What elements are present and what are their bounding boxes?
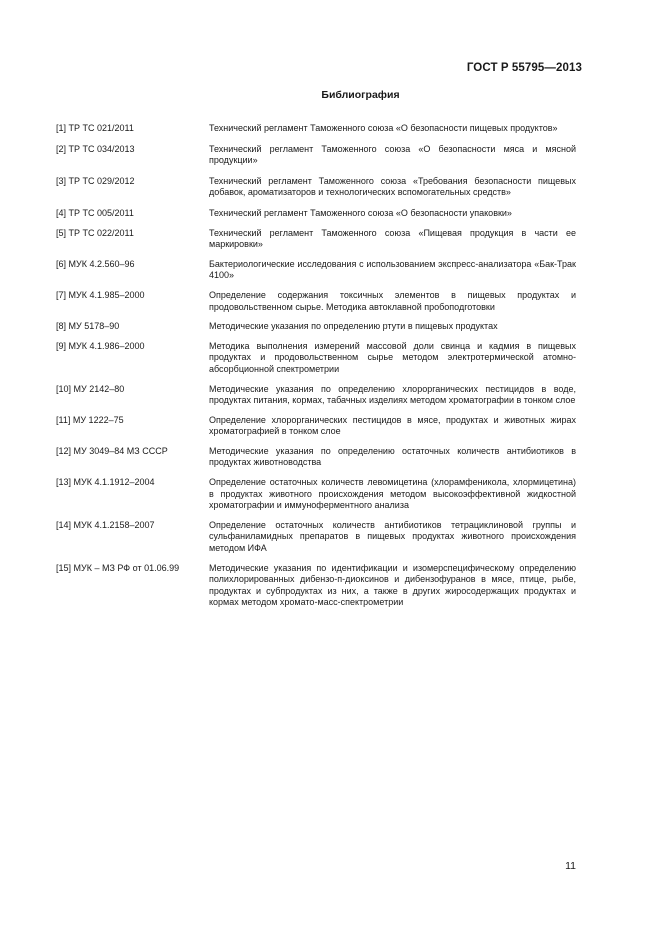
entry-reference: [3] ТР ТС 029/2012 [56, 175, 135, 186]
entry-reference: [4] ТР ТС 005/2011 [56, 207, 134, 218]
section-title: Библиография [321, 89, 400, 101]
entry-description: Технический регламент Таможенного союза «О безопасности упаковки» [209, 207, 512, 218]
entry-description: Методические указания по определению остаточных количеств антибиотиков в продуктах животноводства [209, 445, 576, 468]
entry-reference: [7] МУК 4.1.985–2000 [56, 289, 145, 300]
entry-reference: [11] МУ 1222–75 [56, 414, 124, 425]
entry-reference: [5] ТР ТС 022/2011 [56, 227, 134, 238]
entry-reference: [1] ТР ТС 021/2011 [56, 123, 134, 133]
bibliography-entry [56, 321, 576, 333]
bibliography-entry [56, 477, 576, 512]
entry-description: Определение остаточных количеств левомицетина (хлорамфеникола, хлормицетина) в продуктах животного происхождения методом высокоэффективной жидкостной хроматографии и иммуноферментного анализа [209, 477, 576, 511]
entry-description: Технический регламент Таможенного союза «Пищевая продукция в части ее маркировки» [209, 227, 576, 250]
entry-reference: [2] ТР ТС 034/2013 [56, 143, 135, 154]
bibliography-entry [56, 520, 576, 555]
bibliography-entry [56, 415, 576, 438]
entry-description: Бактериологические исследования с использованием экспресс-анализатора «Бак-Трак 4100» [209, 258, 576, 281]
entry-description: Технический регламент Таможенного союза «О безопасности пищевых продуктов» [209, 123, 558, 133]
entry-reference: [10] МУ 2142–80 [56, 383, 125, 394]
page-number: 11 [565, 860, 576, 872]
bibliography-entry [56, 341, 576, 376]
entry-reference: [14] МУК 4.1.2158–2007 [56, 519, 155, 530]
entry-description: Определение остаточных количеств антибиотиков тетрациклиновой группы и сульфаниламидных препаратов в пищевых продуктах животного происхождения методом ИФА [209, 519, 576, 554]
bibliography-entry [56, 228, 576, 251]
entry-description: Определение хлорорганических пестицидов в мясе, продуктах и животных жирах хроматографией в тонком слое [209, 414, 576, 437]
bibliography-entry [56, 144, 576, 167]
bibliography-entry [56, 384, 576, 407]
entry-reference: [6] МУК 4.2.560–96 [56, 258, 135, 269]
bibliography-entry [56, 123, 576, 135]
bibliography-entry [56, 563, 576, 609]
entry-description: Методика выполнения измерений массовой доли свинца и кадмия в пищевых продуктах и продовольственном сырье методом электротермической атомно-абсорбционной спектрометрии [209, 340, 576, 374]
document-code: ГОСТ Р 55795—2013 [466, 62, 582, 74]
entry-reference: [8] МУ 5178–90 [56, 321, 120, 332]
bibliography-entry [56, 446, 576, 469]
entry-description: Технический регламент Таможенного союза «О безопасности мяса и мясной продукции» [209, 143, 576, 166]
entry-description: Технический регламент Таможенного союза «Требования безопасности пищевых добавок, ароматизаторов и технологических вспомогательных средств» [209, 175, 576, 198]
bibliography-entry [56, 208, 576, 220]
entry-reference: [15] МУК – МЗ РФ от 01.06.99 [56, 562, 180, 573]
entry-reference: [13] МУК 4.1.1912–2004 [56, 477, 155, 488]
bibliography-list [56, 115, 576, 609]
entry-description: Методические указания по определению хлорорганических пестицидов в воде, продуктах питания, кормах, табачных изделиях методом хроматографии в тонком слое [209, 383, 576, 406]
entry-reference: [9] МУК 4.1.986–2000 [56, 340, 145, 351]
entry-description: Методические указания по определению ртути в пищевых продуктах [209, 321, 498, 332]
bibliography-entry [56, 259, 576, 282]
bibliography-entry [56, 290, 576, 313]
entry-reference: [12] МУ 3049–84 МЗ СССР [56, 445, 168, 456]
bibliography-entry [56, 176, 576, 199]
entry-description: Определение содержания токсичных элементов в пищевых продуктах и продовольственном сырье. Методика автоклавной пробоподготовки [209, 289, 576, 312]
entry-description: Методические указания по идентификации и изомерспецифическому определению полихлорированных дибензо-п-диоксинов и дибензофуранов в мясе, птице, рыбе, продуктах и субпродуктах из них, а также в других жиросодержащих продуктах и кормах методом хромато-масс-спектрометрии [209, 562, 576, 608]
